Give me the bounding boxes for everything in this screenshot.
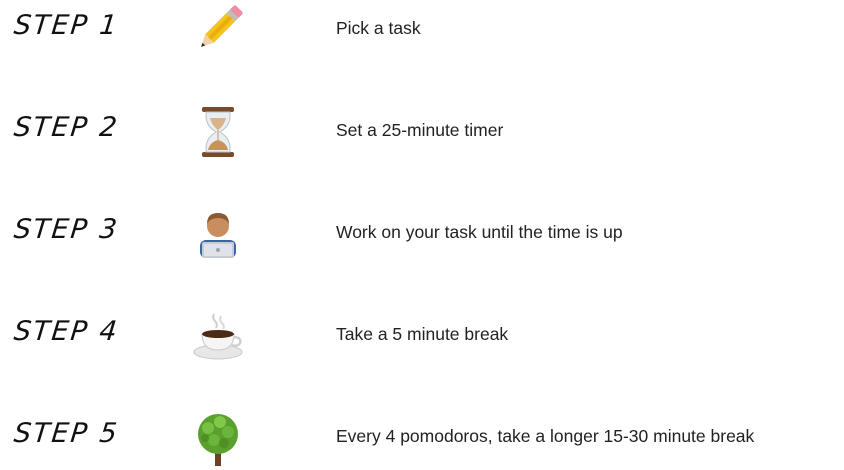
- step-row-5: [0, 410, 844, 470]
- step-text: Work on your task until the time is up: [336, 222, 623, 242]
- step-row-4: [0, 308, 844, 368]
- step-text: Pick a task: [336, 18, 421, 38]
- step-text: Set a 25-minute timer: [336, 120, 504, 140]
- step-row-2: [0, 104, 844, 164]
- step-text: Every 4 pomodoros, take a longer 15-30 minute break: [336, 426, 755, 446]
- hourglass-icon: [190, 104, 246, 160]
- coffee-cup-icon: [190, 308, 246, 364]
- pencil-icon: [190, 2, 246, 58]
- step-label: STEP 3: [12, 214, 121, 245]
- tree-icon: [190, 410, 246, 466]
- step-text: Take a 5 minute break: [336, 324, 509, 344]
- step-label: STEP 4: [12, 316, 121, 347]
- person-at-laptop-icon: [190, 206, 246, 262]
- step-label: STEP 5: [12, 418, 121, 449]
- step-label: STEP 1: [12, 10, 121, 41]
- step-row-1: [0, 2, 844, 62]
- step-row-3: [0, 206, 844, 266]
- step-label: STEP 2: [12, 112, 121, 143]
